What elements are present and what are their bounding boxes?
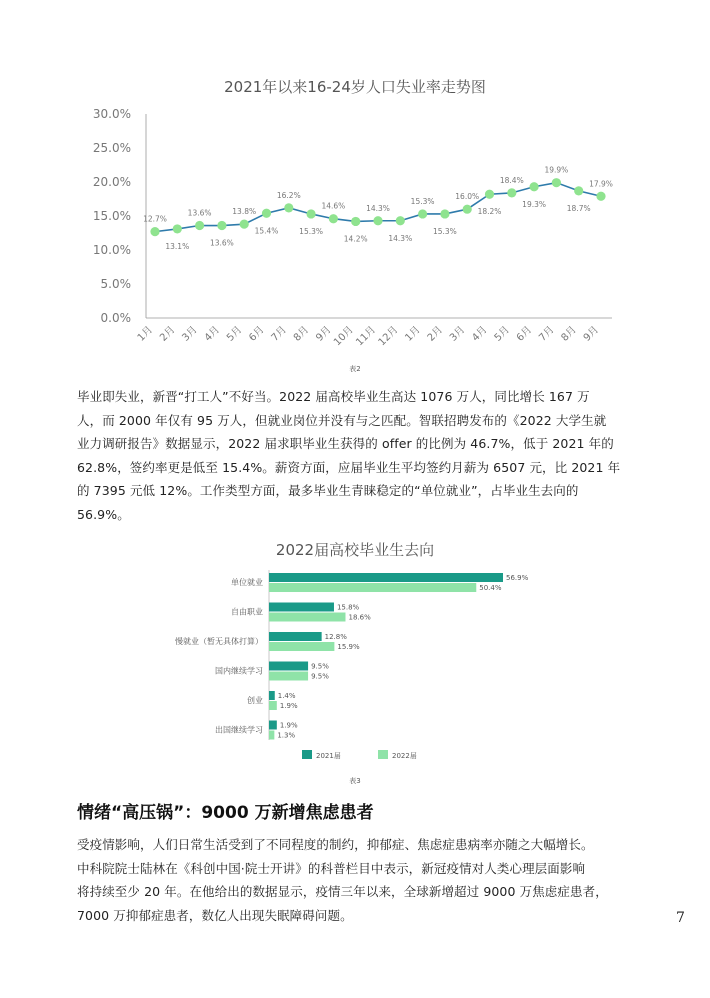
data-label: 17.9% <box>589 179 613 189</box>
data-label: 19.9% <box>544 165 569 175</box>
paragraph-line: 56.9%。 <box>77 506 130 522</box>
bar-value-label: 50.4% <box>479 584 502 592</box>
data-point <box>440 209 449 218</box>
data-point <box>262 209 271 218</box>
bar <box>269 691 275 700</box>
x-tick-label: 11月 <box>354 324 379 349</box>
x-tick-label: 12月 <box>376 324 401 349</box>
bar-value-label: 12.8% <box>324 633 347 641</box>
bar-value-label: 9.5% <box>311 662 329 671</box>
x-tick-label: 4月 <box>202 324 223 344</box>
line-chart-title: 2021年以来16-24岁人口失业率走势图 <box>224 78 486 96</box>
data-point <box>530 182 539 191</box>
data-label: 13.6% <box>187 208 212 218</box>
x-tick-label: 4月 <box>470 324 490 344</box>
data-point <box>150 227 159 236</box>
x-tick-label: 9月 <box>581 324 602 344</box>
paragraph-line: 毕业即失业，新晋“打工人”不好当。2022 届高校毕业生高达 1076 万人，同比增长 167 万 <box>77 389 590 404</box>
data-point <box>173 224 182 233</box>
bar-value-label: 9.5% <box>311 672 329 681</box>
legend-swatch <box>302 750 312 759</box>
x-tick-label: 3月 <box>180 324 200 344</box>
data-point <box>463 205 472 214</box>
data-label: 18.2% <box>477 207 502 217</box>
category-label: 自由职业 <box>231 607 263 617</box>
y-tick-label: 10.0% <box>92 243 131 257</box>
graduate-destination-bar-chart <box>0 560 710 770</box>
x-tick-label: 8月 <box>291 324 312 344</box>
x-tick-label: 10月 <box>331 324 356 349</box>
y-tick-label: 30.0% <box>92 107 131 121</box>
bar <box>269 662 308 671</box>
bar-chart-title: 2022届高校毕业生去向 <box>275 541 435 559</box>
page-number: 7 <box>676 910 685 926</box>
data-point <box>396 216 405 225</box>
line-chart-caption: 表2 <box>349 365 361 373</box>
data-point <box>418 209 427 218</box>
x-tick-label: 6月 <box>514 324 535 344</box>
category-label: 出国继续学习 <box>215 725 263 735</box>
bar-value-label: 1.4% <box>277 692 296 700</box>
paragraph-line: 62.8%，签约率更是低至 15.4%。薪资方面，应届毕业生平均签约月薪为 6507 元，比 2021 年 <box>77 459 621 475</box>
paragraph-line: 业力调研报告》数据显示，2022 届求职毕业生获得的 offer 的比例为 46.7%，低于 2021 年的 <box>77 436 614 451</box>
data-label: 16.2% <box>276 190 301 200</box>
data-label: 14.2% <box>343 234 368 244</box>
bar-chart-caption: 表3 <box>349 777 361 785</box>
x-tick-label: 6月 <box>247 324 267 344</box>
bar-value-label: 56.9% <box>506 574 529 582</box>
paragraph-line: 的 7395 元低 12%。工作类型方面，最多毕业生青睐稳定的“单位就业”，占毕业生去向的 <box>77 483 579 498</box>
x-tick-label: 2月 <box>158 324 178 344</box>
category-label: 创业 <box>247 696 263 705</box>
bar <box>269 583 476 592</box>
bar <box>269 731 274 740</box>
data-point <box>217 221 226 230</box>
data-label: 13.1% <box>165 241 190 251</box>
data-point <box>240 220 249 229</box>
section-heading: 情绪“高压锅”：9000 万新增焦虑患者 <box>77 803 374 823</box>
category-label: 国内继续学习 <box>215 666 263 676</box>
x-tick-label: 7月 <box>269 324 289 344</box>
data-point <box>307 209 316 218</box>
x-tick-label: 7月 <box>537 324 557 344</box>
paragraph-line: 7000 万抑郁症患者，数亿人出现失眠障碍问题。 <box>77 907 353 923</box>
x-tick-label: 5月 <box>492 324 512 344</box>
employment-paragraph <box>77 385 665 526</box>
anxiety-paragraph <box>77 833 665 927</box>
data-label: 14.3% <box>366 203 390 213</box>
data-label: 15.4% <box>254 226 279 236</box>
data-point <box>596 192 605 201</box>
bar-value-label: 1.9% <box>279 702 298 710</box>
paragraph-line: 受疫情影响，人们日常生活受到了不同程度的制约，抑郁症、焦虑症患病率亦随之大幅增长。 <box>77 837 594 852</box>
bar <box>269 603 334 612</box>
paragraph-line: 人，而 2000 年仅有 95 万人，但就业岗位并没有与之匹配。智联招聘发布的《2022 大学生就 <box>77 412 607 428</box>
y-tick-label: 25.0% <box>92 141 131 155</box>
bar <box>269 613 345 622</box>
data-point <box>284 203 293 212</box>
bar <box>269 642 334 651</box>
bar <box>269 573 503 582</box>
data-point <box>329 214 338 223</box>
paragraph-line: 中科院院士陆林在《科创中国·院士开讲》的科普栏目中表示，新冠疫情对人类心理层面影响 <box>77 860 586 876</box>
x-tick-label: 8月 <box>559 324 579 344</box>
paragraph-line: 将持续至少 20 年。在他给出的数据显示，疫情三年以来，全球新增超过 9000 万焦虑症患者， <box>77 884 608 899</box>
x-tick-label: 2月 <box>425 324 446 344</box>
data-label: 13.6% <box>209 238 234 248</box>
bar <box>269 672 308 681</box>
data-label: 14.3% <box>388 233 413 243</box>
data-point <box>485 190 494 199</box>
data-point <box>574 186 583 195</box>
data-label: 15.3% <box>410 196 435 206</box>
x-tick-label: 5月 <box>224 324 245 344</box>
y-tick-label: 15.0% <box>92 209 131 223</box>
data-label: 18.7% <box>566 203 591 213</box>
data-label: 12.7% <box>143 214 167 224</box>
unemployment-line-chart <box>0 0 710 380</box>
legend-label: 2021届 <box>316 752 341 760</box>
data-label: 13.8% <box>232 207 257 217</box>
data-label: 15.3% <box>299 226 324 236</box>
bar-value-label: 1.3% <box>277 731 296 740</box>
data-point <box>195 221 204 230</box>
y-tick-label: 5.0% <box>100 277 131 291</box>
x-tick-label: 3月 <box>447 324 468 344</box>
bar-value-label: 18.6% <box>348 613 371 622</box>
data-point <box>552 178 561 187</box>
data-label: 14.6% <box>321 201 346 211</box>
x-tick-label: 9月 <box>314 324 334 344</box>
bar <box>269 721 277 730</box>
legend-label: 2022届 <box>392 752 417 760</box>
data-label: 16.0% <box>455 192 480 202</box>
data-point <box>373 216 382 225</box>
x-tick-label: 1月 <box>135 324 156 344</box>
bar-value-label: 1.9% <box>279 721 298 730</box>
data-point <box>351 217 360 226</box>
data-point <box>507 188 516 197</box>
bar-value-label: 15.8% <box>336 603 360 612</box>
bar-value-label: 15.9% <box>337 643 360 651</box>
data-label: 19.3% <box>522 199 547 209</box>
bar <box>269 632 322 641</box>
bar <box>269 701 277 710</box>
y-tick-label: 0.0% <box>100 311 131 325</box>
category-label: 慢就业（暂无具体打算） <box>175 637 263 646</box>
legend-swatch <box>378 750 388 759</box>
category-label: 单位就业 <box>231 578 263 587</box>
y-tick-label: 20.0% <box>92 175 131 189</box>
data-label: 15.3% <box>432 226 457 236</box>
x-tick-label: 1月 <box>403 324 423 344</box>
data-label: 18.4% <box>499 175 524 185</box>
